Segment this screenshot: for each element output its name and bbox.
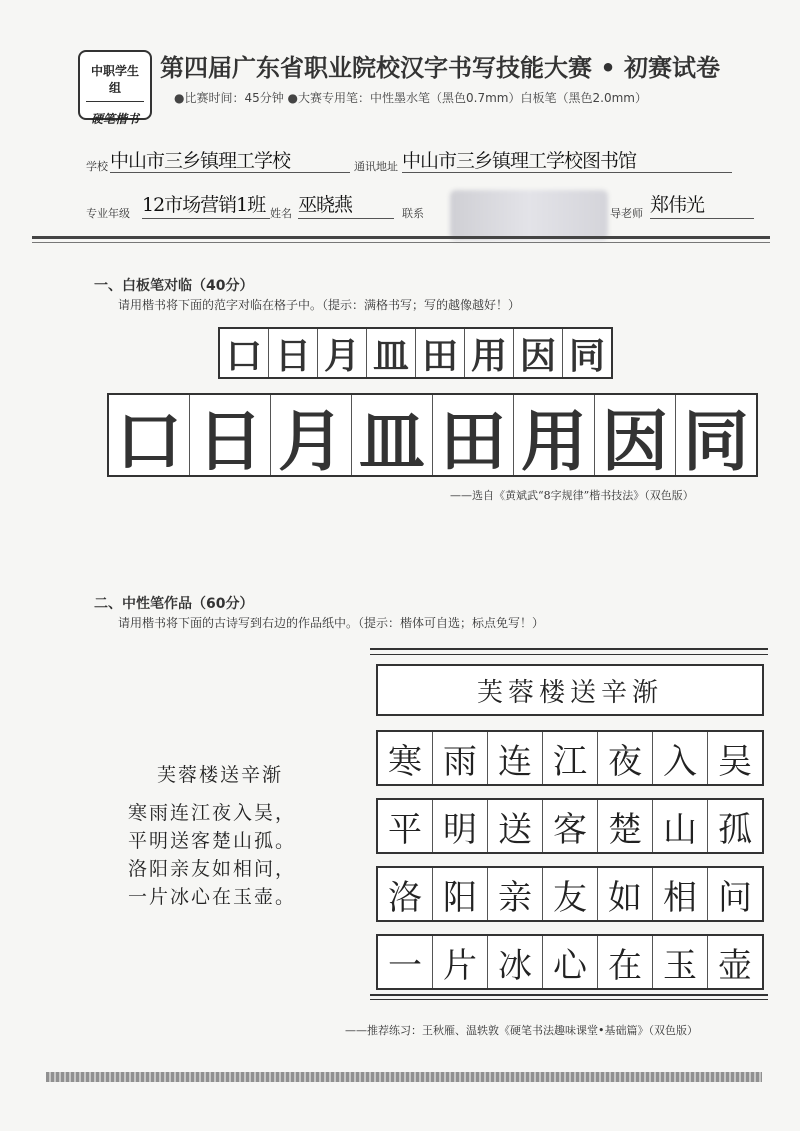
paper-cell[interactable]: 在 xyxy=(598,936,653,988)
teacher-field[interactable] xyxy=(650,190,754,219)
teacher-label: 导老师 xyxy=(610,207,643,220)
large-writing-cell[interactable]: 皿 xyxy=(352,395,433,475)
large-writing-row xyxy=(107,393,758,480)
poem-line: 寒雨连江夜入吴， xyxy=(128,802,297,824)
address-field[interactable] xyxy=(402,146,732,173)
section1-instruction: 请用楷书将下面的范字对临在格子中。（提示：满格书写；写的越像越好！） xyxy=(118,298,521,312)
poem-title: 芙蓉楼送辛渐 xyxy=(157,764,284,786)
bottom-edge-bar xyxy=(46,1072,762,1082)
section1-heading: 一、白板笔对临（40分） xyxy=(94,278,254,294)
paper-cell[interactable]: 玉 xyxy=(653,936,708,988)
contact-label: 联系 xyxy=(402,207,424,220)
exam-subtitle: ●比赛时间：45分钟 ●大赛专用笔：中性墨水笔（黑色0.7mm）白板笔（黑色2.0mm） xyxy=(174,91,647,105)
paper-cell[interactable]: 友 xyxy=(543,868,598,920)
poem-line: 洛阳亲友如相问， xyxy=(128,858,297,880)
address-value: 中山市三乡镇理工学校图书馆 xyxy=(402,150,637,172)
paper-cell[interactable]: 孤 xyxy=(718,809,752,850)
major-value: 12市场营销1班 xyxy=(142,194,266,216)
badge-category-text: 硬笔楷书 xyxy=(90,112,139,126)
small-model-row xyxy=(218,327,613,379)
section2-heading: 二、中性笔作品（60分） xyxy=(94,596,254,612)
paper-cell[interactable]: 洛 xyxy=(378,868,433,920)
paper-cell[interactable]: 吴 xyxy=(718,741,752,782)
large-writing-cell[interactable]: 日 xyxy=(190,395,271,475)
paper-cell[interactable]: 一 xyxy=(378,936,433,988)
badge-group-text: 中职学生组 xyxy=(86,62,144,102)
name-value: 巫晓燕 xyxy=(298,194,353,216)
paper-cell[interactable]: 寒 xyxy=(378,732,433,784)
paper-cell[interactable]: 雨 xyxy=(433,732,488,784)
paper-row xyxy=(376,934,764,990)
paper-top-rule xyxy=(370,648,768,650)
school-value: 中山市三乡镇理工学校 xyxy=(110,150,291,172)
group-badge xyxy=(78,50,152,126)
large-writing-cell[interactable]: 因 xyxy=(595,395,676,475)
small-model-cell[interactable]: 因 xyxy=(514,329,563,377)
small-model-cell[interactable]: 同 xyxy=(568,335,605,377)
name-field[interactable] xyxy=(298,190,394,219)
paper-row xyxy=(376,866,764,922)
major-label: 专业年级 xyxy=(86,207,130,220)
header-divider-thin xyxy=(32,242,770,243)
large-writing-cell[interactable]: 口 xyxy=(109,395,190,475)
exam-title: 第四届广东省职业院校汉字书写技能大赛 • 初赛试卷 xyxy=(160,54,721,82)
paper-row xyxy=(376,730,764,786)
poem-line: 平明送客楚山孤。 xyxy=(128,830,297,852)
large-writing-cell[interactable]: 用 xyxy=(514,395,595,475)
paper-cell[interactable]: 明 xyxy=(433,800,488,852)
work-paper xyxy=(370,648,768,1000)
school-field[interactable] xyxy=(110,146,350,173)
small-model-cell[interactable]: 日 xyxy=(269,329,318,377)
large-writing-cell[interactable]: 同 xyxy=(683,402,749,480)
address-label: 通讯地址 xyxy=(354,160,398,173)
header-divider xyxy=(32,236,770,239)
paper-cell[interactable]: 客 xyxy=(543,800,598,852)
paper-cell[interactable]: 壶 xyxy=(718,945,752,986)
major-field[interactable] xyxy=(142,190,270,219)
redacted-contact xyxy=(450,190,608,240)
paper-bottom-rule xyxy=(370,994,768,996)
large-writing-cell[interactable]: 月 xyxy=(271,395,352,475)
paper-cell[interactable]: 阳 xyxy=(433,868,488,920)
teacher-value: 郑伟光 xyxy=(650,194,705,216)
paper-row xyxy=(376,798,764,854)
paper-cell[interactable]: 江 xyxy=(543,732,598,784)
paper-cell[interactable]: 入 xyxy=(653,732,708,784)
section1-source: ——选自《黄斌武“8字规律”楷书技法》（双色版） xyxy=(450,489,694,502)
paper-cell[interactable]: 平 xyxy=(378,800,433,852)
recommend-note: ——推荐练习：王秋雁、温轶敦《硬笔书法趣味课堂•基础篇》（双色版） xyxy=(345,1024,698,1037)
paper-cell[interactable]: 楚 xyxy=(598,800,653,852)
paper-cell[interactable]: 心 xyxy=(543,936,598,988)
small-model-cell[interactable]: 用 xyxy=(465,329,514,377)
poem-line: 一片冰心在玉壶。 xyxy=(128,886,297,908)
paper-cell[interactable]: 送 xyxy=(488,800,543,852)
paper-cell[interactable]: 问 xyxy=(718,877,752,918)
paper-cell[interactable]: 亲 xyxy=(488,868,543,920)
paper-cell[interactable]: 片 xyxy=(433,936,488,988)
paper-cell[interactable]: 如 xyxy=(598,868,653,920)
section2-instruction: 请用楷书将下面的古诗写到右边的作品纸中。（提示：楷体可自选；标点免写！） xyxy=(118,616,545,630)
paper-cell[interactable]: 夜 xyxy=(598,732,653,784)
paper-cell[interactable]: 连 xyxy=(488,732,543,784)
paper-cell[interactable]: 相 xyxy=(653,868,708,920)
small-model-cell[interactable]: 月 xyxy=(318,329,367,377)
small-model-cell[interactable]: 口 xyxy=(220,329,269,377)
paper-cell[interactable]: 冰 xyxy=(488,936,543,988)
name-label: 姓名 xyxy=(270,207,292,220)
paper-title-box[interactable]: 芙蓉楼送辛渐 xyxy=(376,664,764,716)
large-writing-cell[interactable]: 田 xyxy=(433,395,514,475)
small-model-cell[interactable]: 田 xyxy=(416,329,465,377)
small-model-cell[interactable]: 皿 xyxy=(367,329,416,377)
paper-top-rule-thin xyxy=(370,654,768,655)
paper-cell[interactable]: 山 xyxy=(653,800,708,852)
paper-bottom-rule-thin xyxy=(370,999,768,1000)
school-label: 学校 xyxy=(86,160,108,173)
